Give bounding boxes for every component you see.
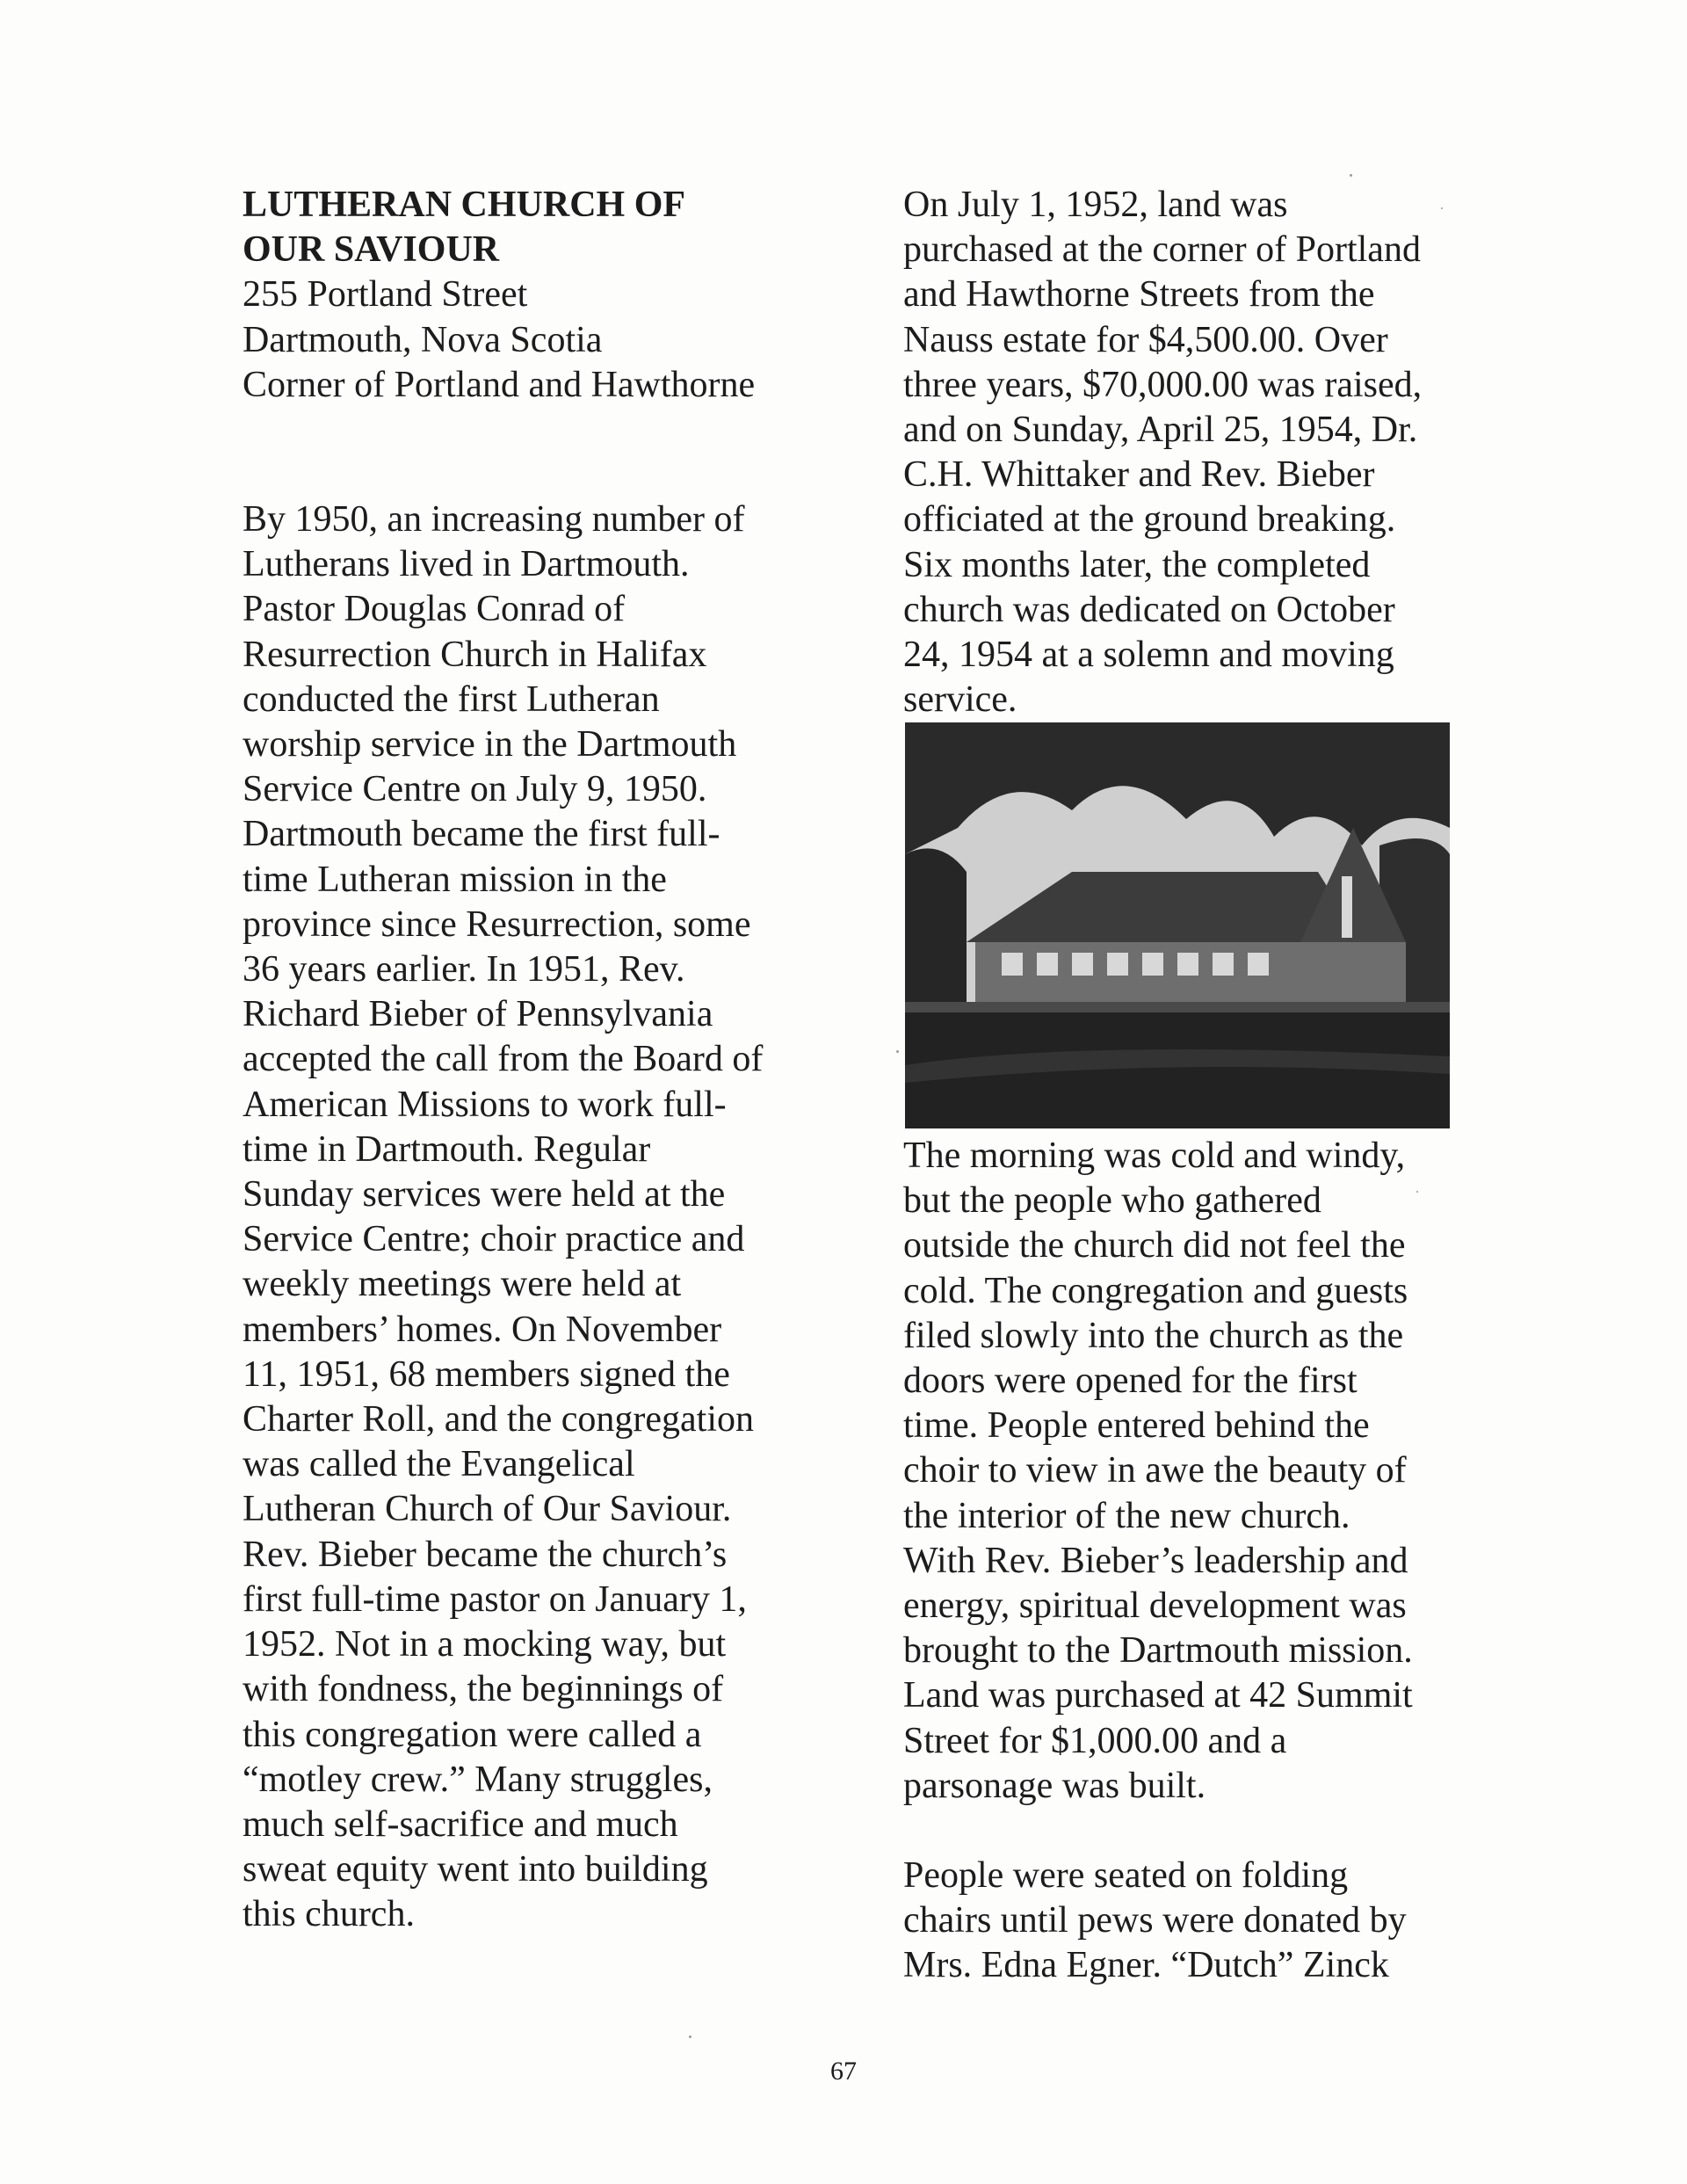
body-line: Richard Bieber of Pennsylvania bbox=[243, 994, 713, 1035]
body-line: energy, spiritual development was bbox=[903, 1585, 1407, 1627]
body-line: but the people who gathered bbox=[903, 1180, 1321, 1222]
page-number: 67 bbox=[830, 2057, 857, 2086]
body-line: first full-time pastor on January 1, bbox=[243, 1578, 747, 1620]
body-line: By 1950, an increasing number of bbox=[243, 499, 745, 541]
body-line: sweat equity went into building bbox=[243, 1849, 708, 1890]
body-line: 24, 1954 at a solemn and moving bbox=[903, 635, 1394, 676]
body-line: On July 1, 1952, land was bbox=[903, 185, 1288, 225]
body-line: “motley crew.” Many struggles, bbox=[243, 1759, 713, 1800]
body-line: Pastor Douglas Conrad of bbox=[243, 589, 626, 630]
body-line: Lutherans lived in Dartmouth. bbox=[243, 544, 690, 585]
body-line: The morning was cold and windy, bbox=[903, 1136, 1406, 1176]
body-line: and on Sunday, April 25, 1954, Dr. bbox=[903, 410, 1418, 451]
body-line: 1952. Not in a mocking way, but bbox=[243, 1624, 727, 1665]
body-line: American Missions to work full- bbox=[243, 1084, 727, 1125]
body-line: this congregation were called a bbox=[243, 1714, 702, 1755]
body-line: 11, 1951, 68 members signed the bbox=[243, 1353, 730, 1395]
address-line-3: Corner of Portland and Hawthorne bbox=[243, 364, 756, 405]
body-line: Service Centre; choir practice and bbox=[243, 1219, 745, 1260]
body-line: worship service in the Dartmouth bbox=[243, 724, 737, 765]
photo-tree-left bbox=[905, 848, 967, 1021]
body-line: accepted the call from the Board of bbox=[243, 1039, 764, 1080]
body-line: C.H. Whittaker and Rev. Bieber bbox=[903, 454, 1375, 496]
body-line: Rev. Bieber became the church’s bbox=[243, 1534, 728, 1575]
body-line: chairs until pews were donated by bbox=[903, 1900, 1407, 1941]
body-line: Street for $1,000.00 and a bbox=[903, 1720, 1287, 1761]
left-body-paragraph bbox=[243, 497, 822, 1938]
photo-fence bbox=[905, 1002, 1450, 1012]
body-line: Nauss estate for $4,500.00. Over bbox=[903, 319, 1388, 360]
body-line: brought to the Dartmouth mission. bbox=[903, 1630, 1413, 1672]
body-line: Service Centre on July 9, 1950. bbox=[243, 769, 707, 810]
body-line: Resurrection Church in Halifax bbox=[243, 634, 707, 675]
spacer bbox=[243, 408, 822, 497]
body-line: conducted the first Lutheran bbox=[243, 678, 660, 720]
spacer bbox=[903, 1809, 1483, 1854]
body-line: time. People entered behind the bbox=[903, 1405, 1370, 1447]
body-line: much self-sacrifice and much bbox=[243, 1803, 678, 1845]
body-line: outside the church did not feel the bbox=[903, 1225, 1406, 1266]
body-line: Charter Roll, and the congregation bbox=[243, 1399, 754, 1440]
scan-speck bbox=[896, 1050, 899, 1053]
scan-speck bbox=[1441, 207, 1443, 209]
body-line: People were seated on folding bbox=[903, 1855, 1349, 1897]
scan-speck bbox=[689, 2035, 691, 2038]
right-column-middle bbox=[903, 1134, 1483, 1989]
body-line: With Rev. Bieber’s leadership and bbox=[903, 1540, 1408, 1581]
body-line: officiated at the ground breaking. bbox=[903, 499, 1396, 541]
body-line: with fondness, the beginnings of bbox=[243, 1669, 724, 1710]
address-line-2: Dartmouth, Nova Scotia bbox=[243, 319, 603, 360]
heading-line-2: OUR SAVIOUR bbox=[243, 229, 500, 271]
heading-line-1: LUTHERAN CHURCH OF bbox=[243, 185, 686, 225]
body-line: cold. The congregation and guests bbox=[903, 1270, 1408, 1311]
body-line: Mrs. Edna Egner. “Dutch” Zinck bbox=[903, 1945, 1389, 1986]
body-line: Sunday services were held at the bbox=[243, 1174, 726, 1215]
body-line: service. bbox=[903, 679, 1017, 721]
body-line: purchased at the corner of Portland bbox=[903, 229, 1421, 271]
body-line: 36 years earlier. In 1951, Rev. bbox=[243, 949, 685, 990]
body-line: Six months later, the completed bbox=[903, 544, 1371, 585]
body-line: and Hawthorne Streets from the bbox=[903, 274, 1375, 316]
body-line: was called the Evangelical bbox=[243, 1444, 635, 1485]
body-line: Dartmouth became the first full- bbox=[243, 814, 720, 855]
body-line: church was dedicated on October bbox=[903, 589, 1395, 630]
body-line: province since Resurrection, some bbox=[243, 903, 751, 945]
body-line: the interior of the new church. bbox=[903, 1495, 1350, 1536]
body-line: time Lutheran mission in the bbox=[243, 859, 667, 900]
church-photo bbox=[905, 722, 1450, 1128]
body-line: time in Dartmouth. Regular bbox=[243, 1128, 651, 1170]
left-column bbox=[243, 183, 822, 1938]
body-line: members’ homes. On November bbox=[243, 1309, 722, 1350]
body-line: parsonage was built. bbox=[903, 1765, 1206, 1806]
body-line: filed slowly into the church as the bbox=[903, 1315, 1404, 1356]
body-line: this church. bbox=[243, 1894, 415, 1935]
body-line: choir to view in awe the beauty of bbox=[903, 1450, 1407, 1491]
body-line: Land was purchased at 42 Summit bbox=[903, 1675, 1413, 1716]
body-line: doors were opened for the first bbox=[903, 1360, 1358, 1402]
scan-speck bbox=[1416, 1191, 1418, 1193]
right-column-top bbox=[903, 183, 1483, 722]
address-line-1: 255 Portland Street bbox=[243, 274, 528, 316]
body-line: weekly meetings were held at bbox=[243, 1264, 682, 1305]
body-line: three years, $70,000.00 was raised, bbox=[903, 364, 1423, 405]
scan-speck bbox=[1350, 174, 1352, 177]
body-line: Lutheran Church of Our Saviour. bbox=[243, 1489, 732, 1530]
